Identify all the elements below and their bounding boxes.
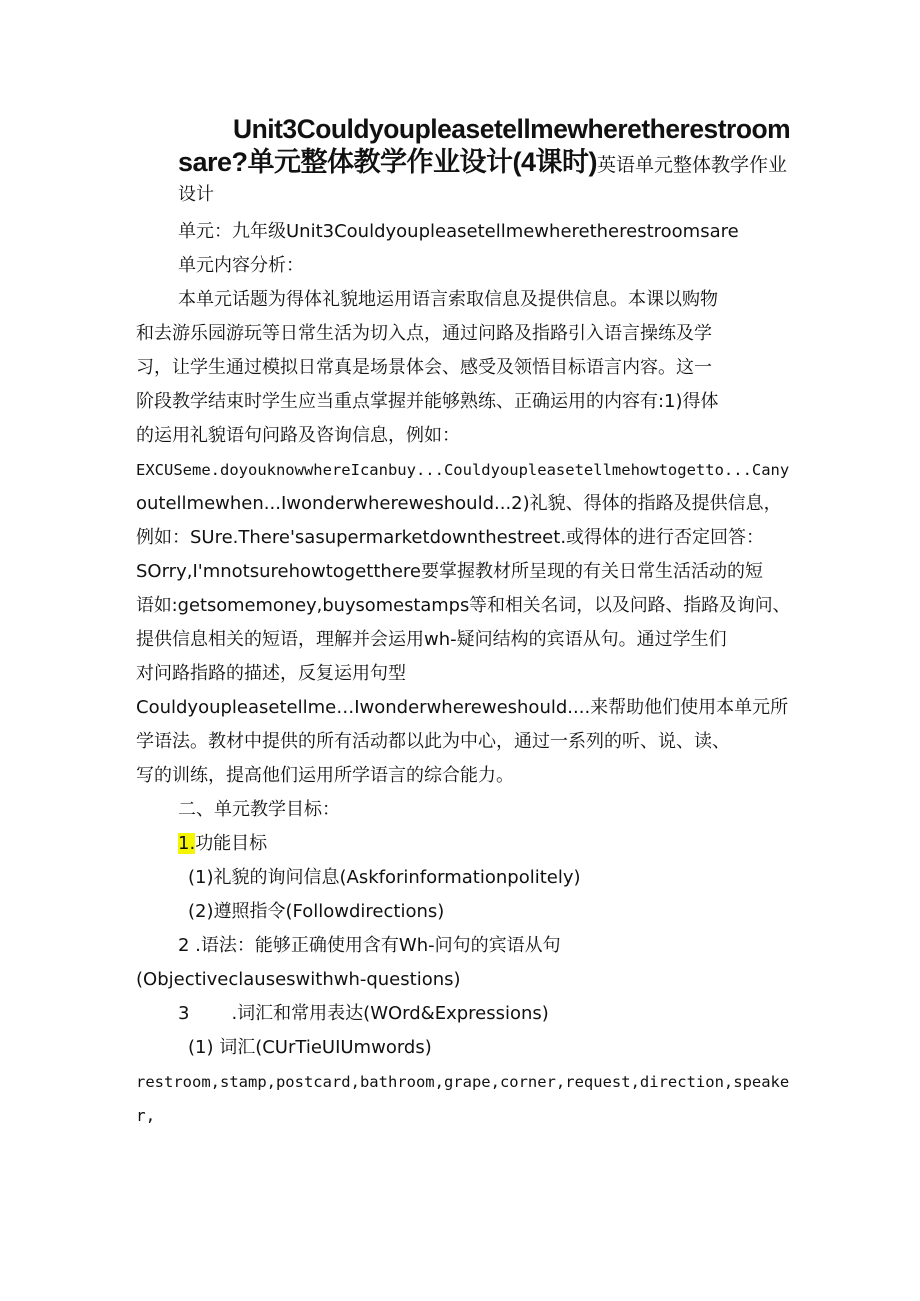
paragraph-line: Couldyoupleasetellme…Iwonderwhereweshould....来帮助他们使用本单元所: [136, 697, 789, 718]
paragraph-line: 对问路指路的描述，反复运用句型: [136, 663, 406, 684]
unit-line: 单元：九年级Unit3Couldyoupleasetellmewheretherestroomsare: [178, 221, 739, 242]
goal-1-item: (1)礼貌的询问信息(Askforinformationpolitely): [188, 867, 581, 888]
goal-3-number: 3: [178, 1003, 190, 1024]
paragraph-line: outellmewhen...Iwonderwhereweshould...2)礼貌、得体的指路及提供信息，: [136, 493, 782, 514]
paragraph-line: 和去游乐园游玩等日常生活为切入点，通过问路及指路引入语言操练及学: [136, 323, 712, 344]
goal-3: [178, 1002, 549, 1026]
goal-1: [178, 832, 267, 856]
title-line-2: [178, 145, 787, 182]
goal-1-item: (2)遵照指令(Followdirections): [188, 901, 445, 922]
goal-1-number: 1.: [178, 833, 196, 854]
title-line-2-tail: 英语单元整体教学作业: [597, 154, 788, 176]
title-line-3: 设计: [178, 184, 214, 205]
goal-3-sub: (1) 词汇(CUrTieUIUmwords): [188, 1037, 432, 1058]
vocab-line: restroom,stamp,postcard,bathroom,grape,corner,request,direction,speake: [136, 1073, 790, 1091]
paragraph-line: 写的训练，提高他们运用所学语言的综合能力。: [136, 765, 514, 786]
paragraph-line: 本单元话题为得体礼貌地运用语言索取信息及提供信息。本课以购物: [178, 289, 718, 310]
paragraph-line: 习，让学生通过模拟日常真是场景体会、感受及领悟目标语言内容。这一: [136, 357, 712, 378]
paragraph-line: 例如：SUre.There'sasupermarketdownthestreet.或得体的进行否定回答：: [136, 527, 765, 548]
paragraph-line: 的运用礼貌语句问路及咨询信息，例如：: [136, 425, 460, 446]
paragraph-line: 语如:getsomemoney,buysomestamps等和相关名词，以及问路、指路及询问、: [136, 595, 791, 616]
paragraph-line: EXCUSeme.doyouknowwhereIcanbuy...Couldyoupleasetellmehowtogetto...Cany: [136, 461, 790, 479]
goal-2-continuation: (Objectiveclauseswithwh-questions): [136, 969, 461, 990]
goal-3-text: .词汇和常用表达(WOrd&Expressions): [231, 1003, 549, 1024]
goal-2: 2 .语法：能够正确使用含有Wh-问句的宾语从句: [178, 935, 561, 956]
goal-1-text: 功能目标: [195, 833, 268, 854]
paragraph-line: 学语法。教材中提供的所有活动都以此为中心，通过一系列的听、说、读、: [136, 731, 730, 752]
analysis-heading: 单元内容分析：: [178, 255, 304, 276]
paragraph-line: SOrry,I'mnotsurehowtogetthere要掌握教材所呈现的有关日常生活活动的短: [136, 561, 763, 582]
vocab-line: r,: [136, 1106, 156, 1125]
paragraph-line: 阶段教学结束时学生应当重点掌握并能够熟练、正确运用的内容有:1)得体: [136, 391, 719, 412]
goals-heading: 二、单元教学目标：: [178, 799, 340, 820]
paragraph-line: 提供信息相关的短语，理解并会运用wh-疑问结构的宾语从句。通过学生们: [136, 629, 727, 650]
title-line-2-bold: sare?单元整体教学作业设计(4课时): [178, 147, 598, 177]
title-line-1: Unit3Couldyoupleasetellmewheretherestroom: [233, 114, 791, 144]
